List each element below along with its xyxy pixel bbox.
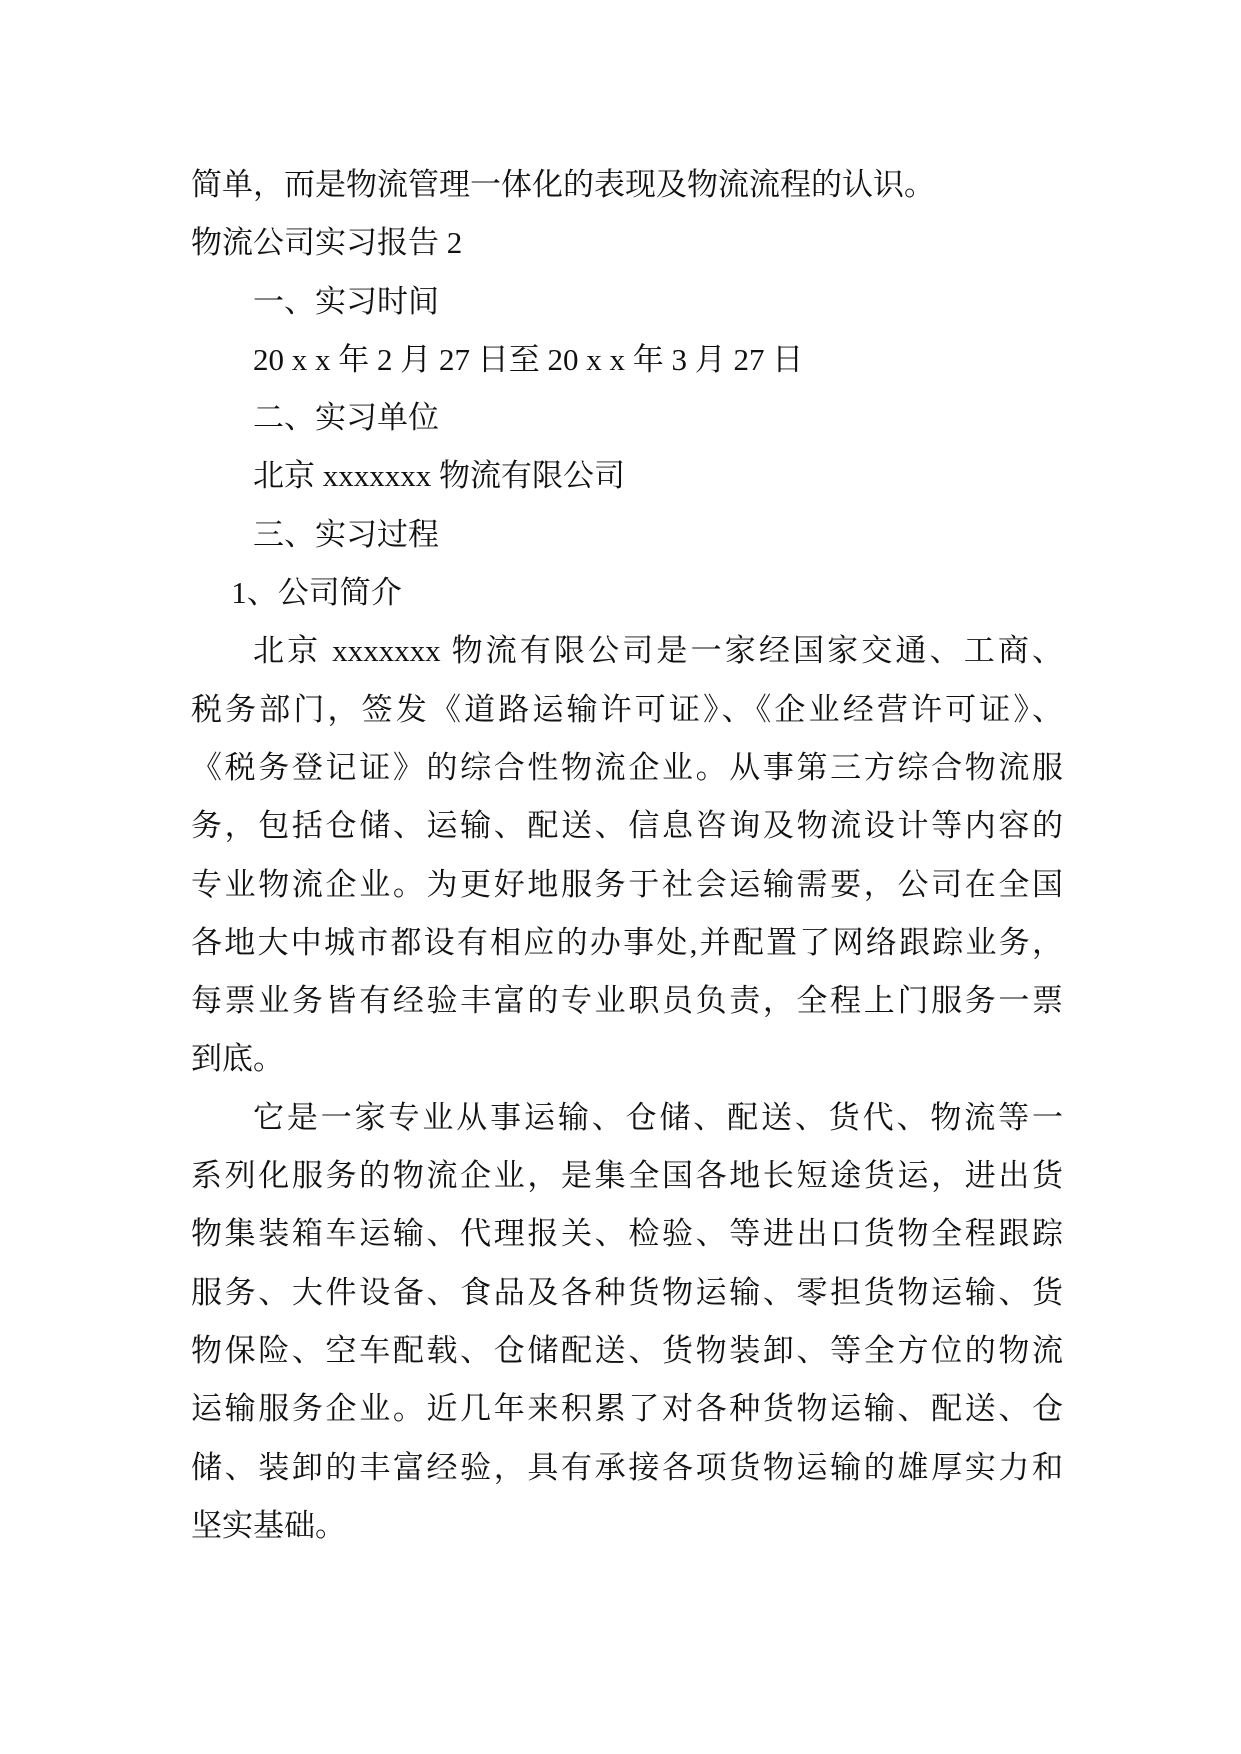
text-line: 每票业务皆有经验丰富的专业职员负责，全程上门服务一票: [191, 983, 1063, 1019]
text-line: 到底。: [191, 1041, 284, 1077]
text-line: 简单，而是物流管理一体化的表现及物流流程的认识。: [191, 167, 935, 202]
text-line: 运输服务企业。近几年来积累了对各种货物运输、配送、仓: [191, 1391, 1063, 1427]
text-line: 1、公司简介: [231, 575, 402, 611]
text-line: 专业物流企业。为更好地服务于社会运输需要，公司在全国: [191, 866, 1063, 902]
text-line: 三、实习过程: [253, 516, 439, 552]
text-line: 二、实习单位: [253, 400, 439, 436]
text-line: 《税务登记证》的综合性物流企业。从事第三方综合物流服: [191, 749, 1063, 785]
text-line: 物集装箱车运输、代理报关、检验、等进出口货物全程跟踪: [191, 1216, 1063, 1252]
text-line: 税务部门，签发《道路运输许可证》、《企业经营许可证》、: [191, 691, 1063, 727]
text-line: 系列化服务的物流企业，是集全国各地长短途货运，进出货: [191, 1158, 1063, 1194]
text-line: 它是一家专业从事运输、仓储、配送、货代、物流等一: [253, 1099, 1063, 1135]
text-line: 服务、大件设备、食品及各种货物运输、零担货物运输、货: [191, 1274, 1063, 1310]
text-line: 坚实基础。: [191, 1507, 346, 1543]
text-line: 物保险、空车配载、仓储配送、货物装卸、等全方位的物流: [191, 1332, 1063, 1368]
text-line: 储、装卸的丰富经验，具有承接各项货物运输的雄厚实力和: [191, 1449, 1063, 1485]
text-line: 物流公司实习报告 2: [191, 225, 463, 261]
text-line: 务，包括仓储、运输、配送、信息咨询及物流设计等内容的: [191, 808, 1063, 844]
text-line: 一、实习时间: [253, 283, 439, 319]
text-line: 各地大中城市都设有相应的办事处,并配置了网络跟踪业务，: [191, 924, 1063, 960]
text-line: 北京 xxxxxxx 物流有限公司是一家经国家交通、工商、: [253, 633, 1063, 669]
document-lines: [191, 156, 1063, 1555]
text-line: 20 x x 年 2 月 27 日至 20 x x 年 3 月 27 日: [253, 341, 804, 377]
text-line: 北京 xxxxxxx 物流有限公司: [253, 458, 625, 494]
